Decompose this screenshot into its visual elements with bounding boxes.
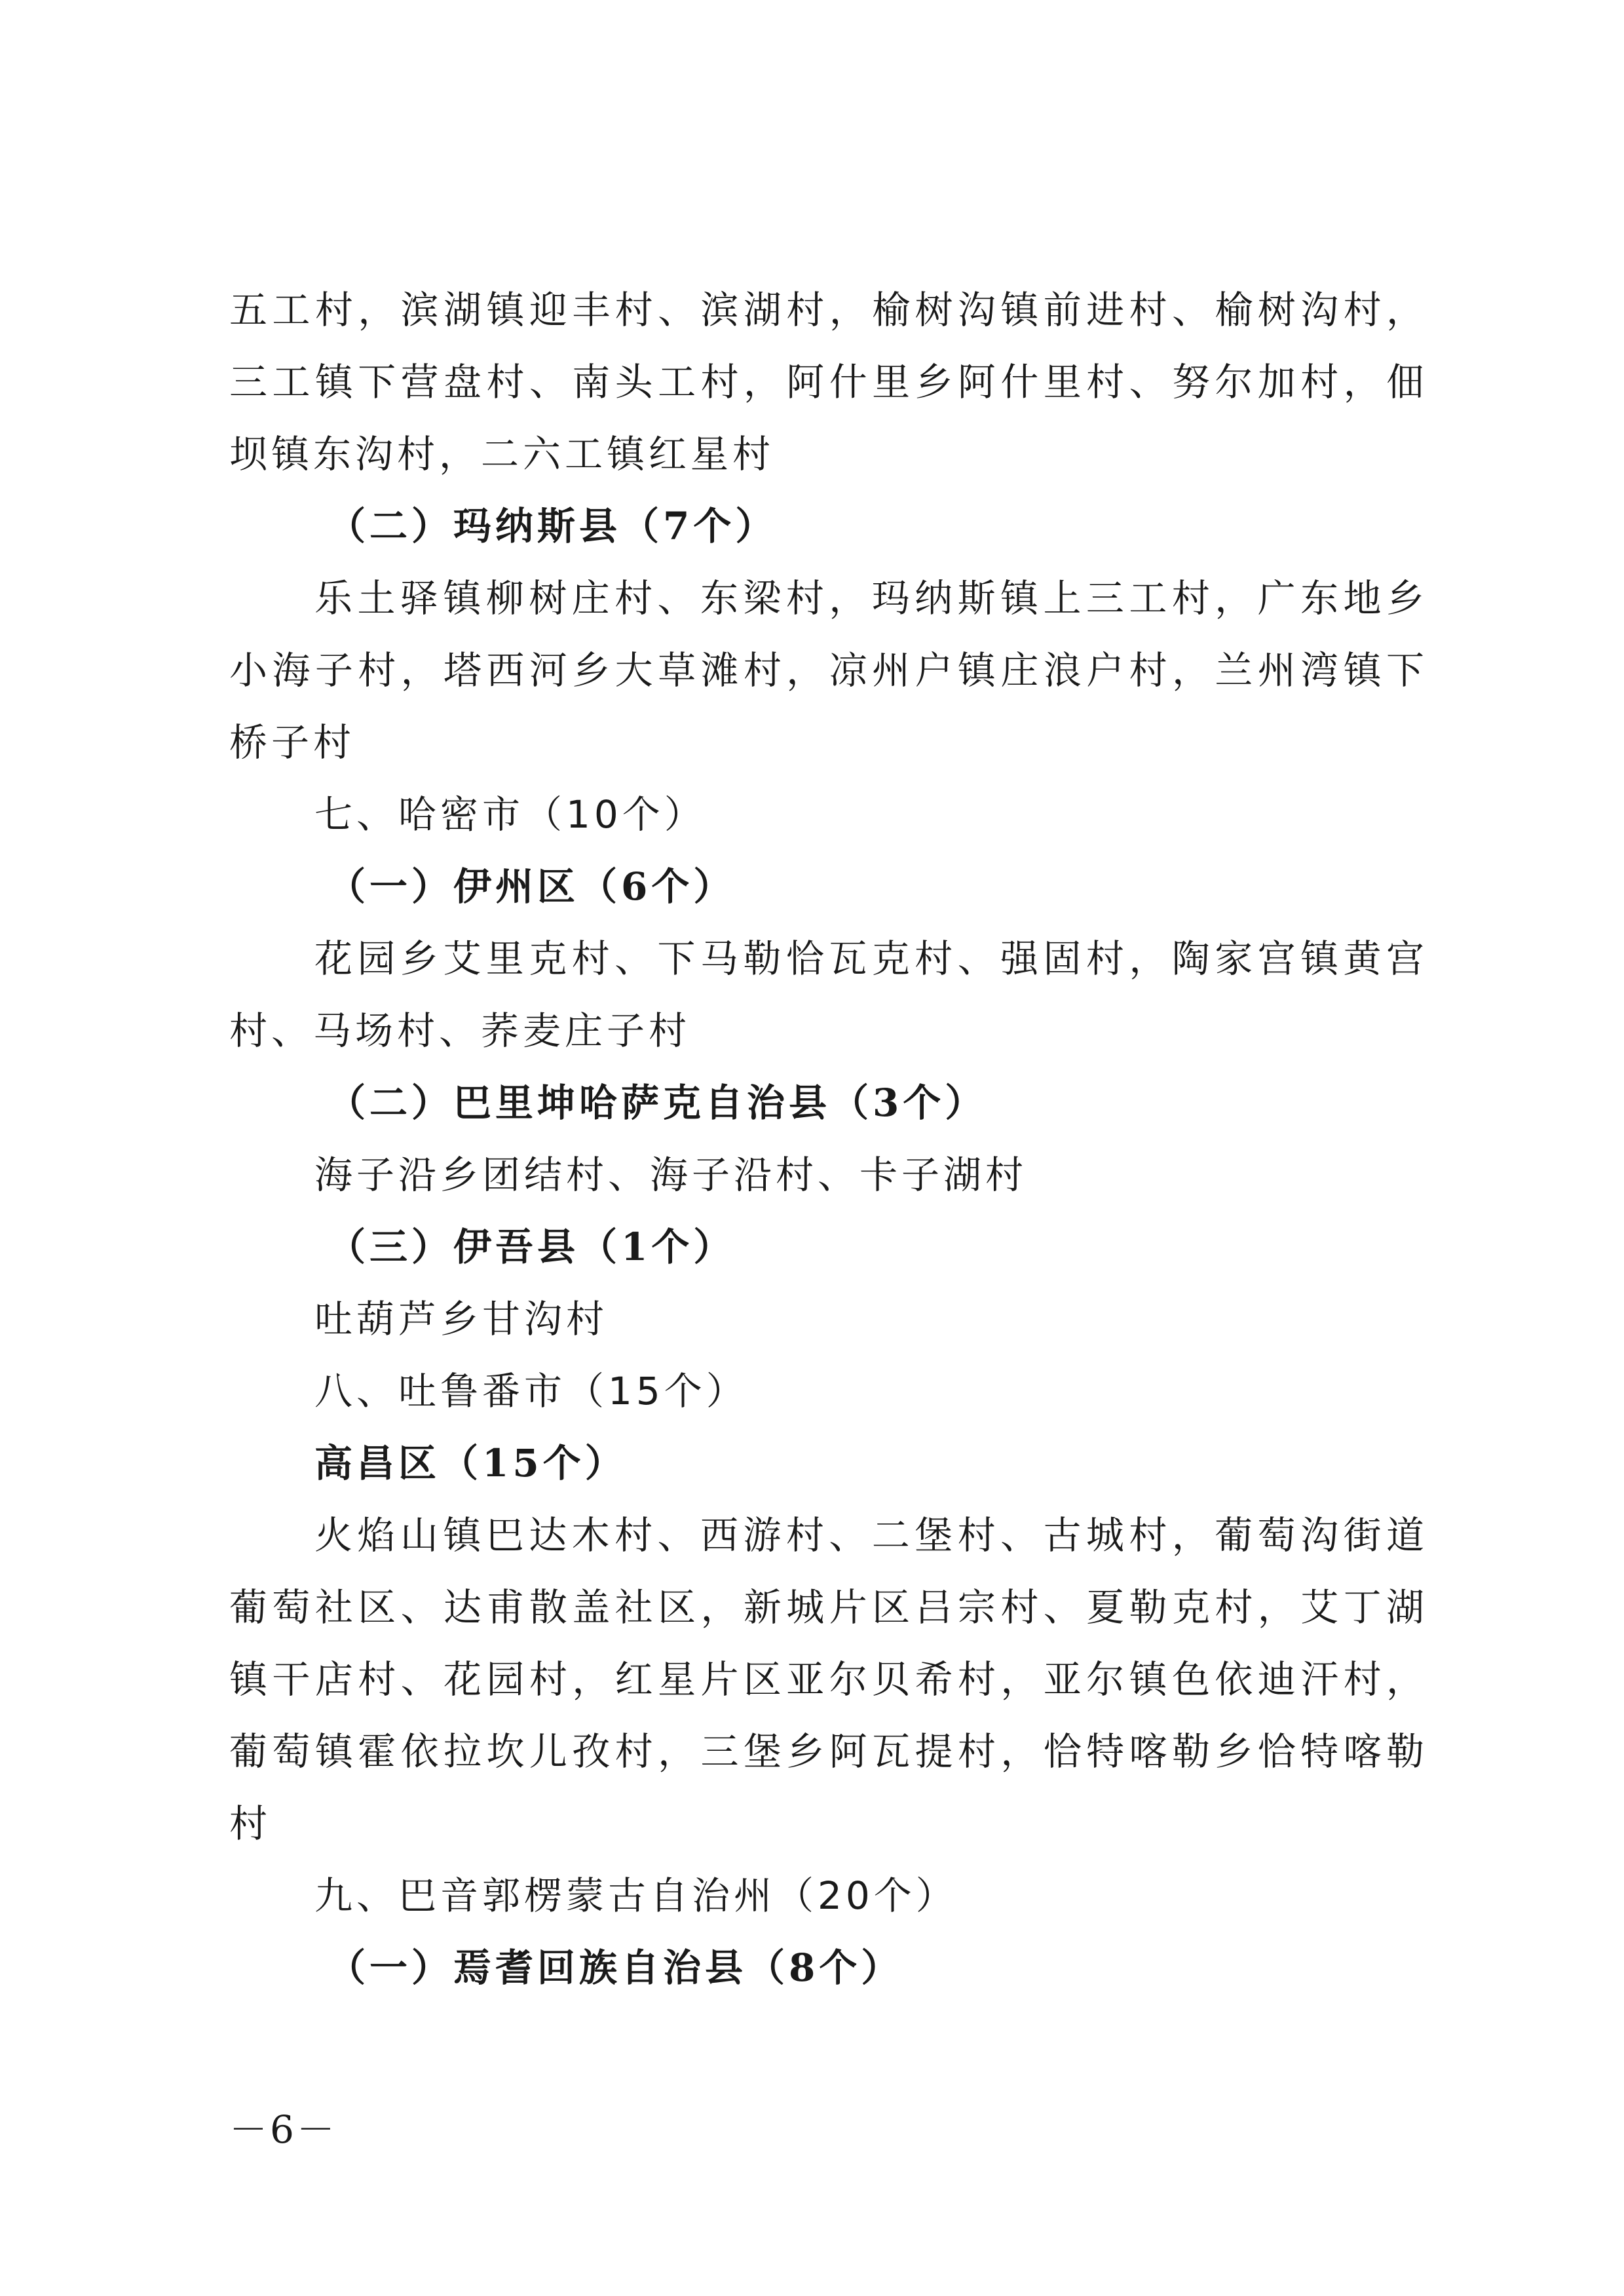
county-heading: 高昌区（15个） (314, 1441, 627, 1485)
body-text-line: 五工村，滨湖镇迎丰村、滨湖村，榆树沟镇前进村、榆树沟村， (229, 288, 1428, 332)
body-text-line: 坝镇东沟村，二六工镇红星村 (229, 432, 775, 476)
city-heading: 七、哈密市（10个） (314, 792, 706, 837)
body-text-line: 镇干店村、花园村，红星片区亚尔贝希村，亚尔镇色依迪汗村， (229, 1657, 1428, 1702)
body-text-line: 海子沿乡团结村、海子沿村、卡子湖村 (314, 1153, 1028, 1197)
city-heading: 八、吐鲁番市（15个） (314, 1369, 748, 1413)
county-heading: （一）焉耆回族自治县（8个） (328, 1945, 903, 1990)
prefecture-heading: 九、巴音郭楞蒙古自治州（20个） (314, 1873, 958, 1918)
page-number: －6－ (229, 2107, 337, 2152)
body-text-line: 葡萄社区、达甫散盖社区，新城片区吕宗村、夏勒克村，艾丁湖 (229, 1585, 1428, 1630)
body-text-line: 村 (229, 1801, 272, 1846)
county-heading: （一）伊州区（6个） (328, 864, 736, 909)
body-text-line: 葡萄镇霍依拉坎儿孜村，三堡乡阿瓦提村，恰特喀勒乡恰特喀勒 (229, 1729, 1428, 1774)
document-body (229, 274, 1428, 2004)
body-text-line: 小海子村，塔西河乡大草滩村，凉州户镇庄浪户村，兰州湾镇下 (229, 648, 1428, 693)
county-heading: （二）巴里坤哈萨克自治县（3个） (328, 1081, 987, 1125)
county-heading: （三）伊吾县（1个） (328, 1225, 736, 1269)
body-text-line: 三工镇下营盘村、南头工村，阿什里乡阿什里村、努尔加村，佃 (229, 360, 1428, 404)
county-heading: （二）玛纳斯县（7个） (328, 504, 778, 548)
body-text-line: 火焰山镇巴达木村、西游村、二堡村、古城村，葡萄沟街道 (314, 1513, 1428, 1558)
body-text-line: 吐葫芦乡甘沟村 (314, 1297, 609, 1341)
body-text-line: 乐土驿镇柳树庄村、东梁村，玛纳斯镇上三工村，广东地乡 (314, 576, 1428, 621)
body-text-line: 村、马场村、荞麦庄子村 (229, 1008, 691, 1053)
body-text-line: 桥子村 (229, 720, 356, 765)
body-text-line: 花园乡艾里克村、下马勒恰瓦克村、强固村，陶家宫镇黄宫 (314, 936, 1428, 981)
